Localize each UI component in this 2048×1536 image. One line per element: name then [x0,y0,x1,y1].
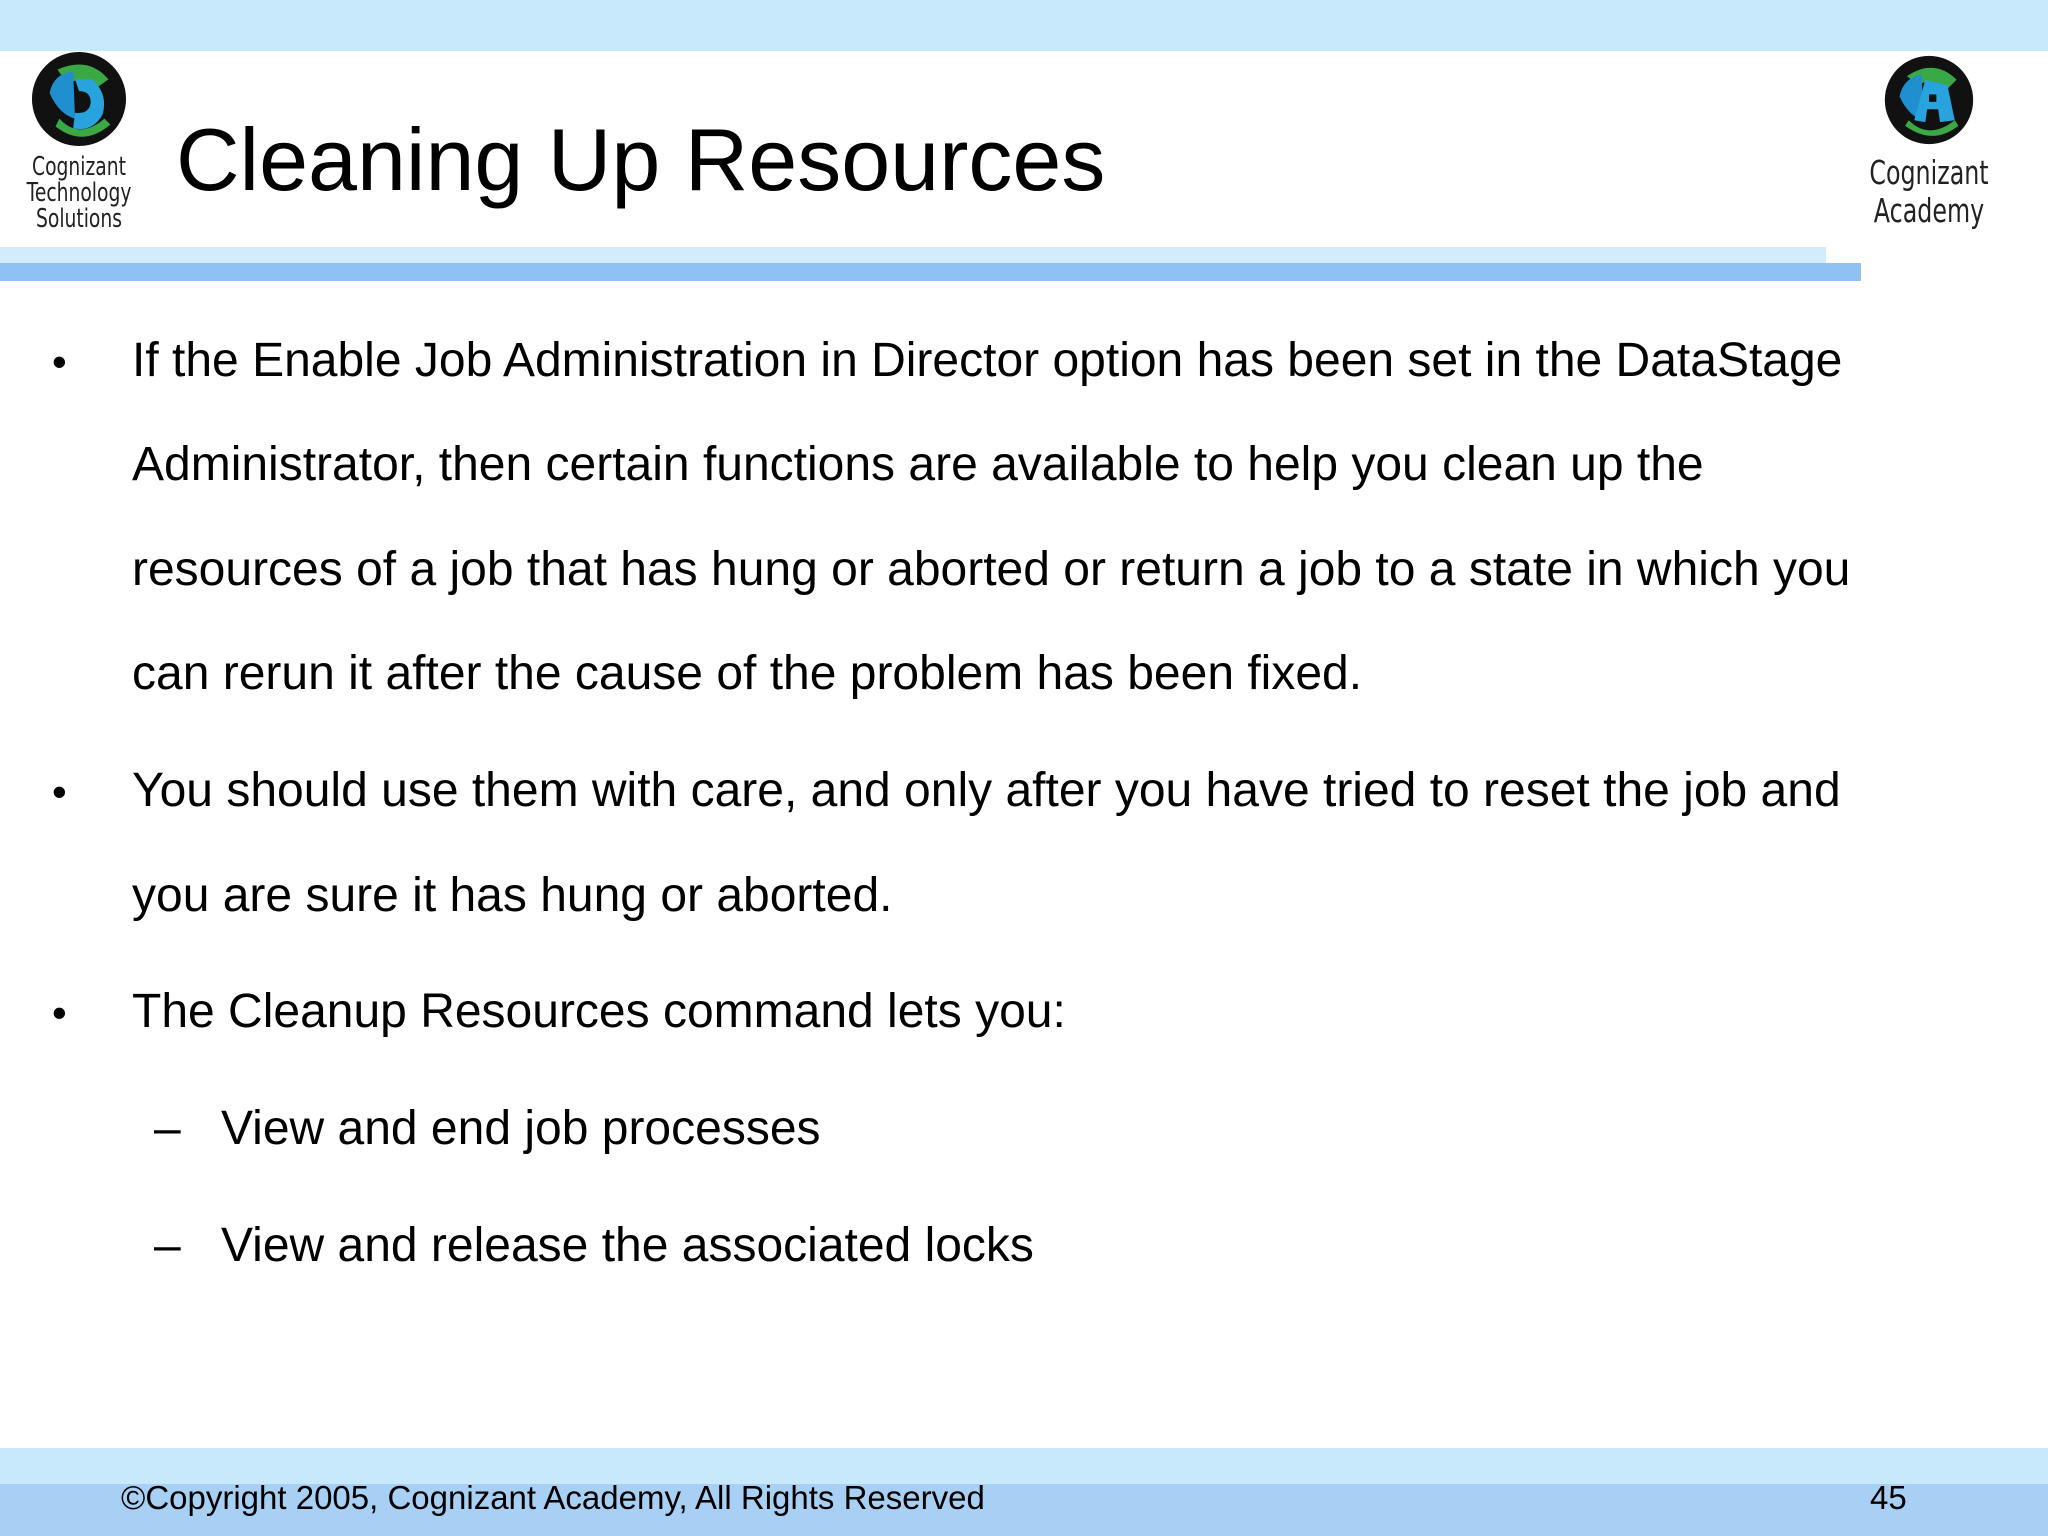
bullet-line: you are sure it has hung or aborted. [132,869,893,922]
bullet-line: Administrator, then certain functions are available to help you clean up the [132,438,1704,491]
bullet-line: You should use them with care, and only after you have tried to reset the job and [132,764,1841,817]
bullet-marker: • [52,768,67,815]
bullet-line: can rerun it after the cause of the problem has been fixed. [132,647,1363,700]
bullet-line: resources of a job that has hung or aborted or return a job to a state in which you [132,543,1851,596]
right-logo-line-2: Academy [1873,191,1985,230]
left-logo-line-2: Technology [26,178,132,208]
dash-marker: – [154,1102,181,1155]
sub-item-text: View and end job processes [221,1102,821,1155]
left-logo-line-1: Cognizant [32,152,126,182]
page-number: 45 [1870,1479,1907,1516]
bullet-line: If the Enable Job Administration in Director option has been set in the DataStage [132,334,1843,387]
dash-marker: – [154,1219,181,1272]
page-title: Cleaning Up Resources [176,110,1106,209]
bullet-line: The Cleanup Resources command lets you: [132,985,1066,1038]
bullet-marker: • [52,989,67,1036]
left-logo-line-3: Solutions [35,204,123,234]
sub-item-text: View and release the associated locks [221,1219,1034,1272]
footer-copyright: ©Copyright 2005, Cognizant Academy, All Rights Reserved [121,1479,985,1516]
bullet-marker: • [52,338,67,385]
right-logo-line-1: Cognizant [1869,153,1989,192]
